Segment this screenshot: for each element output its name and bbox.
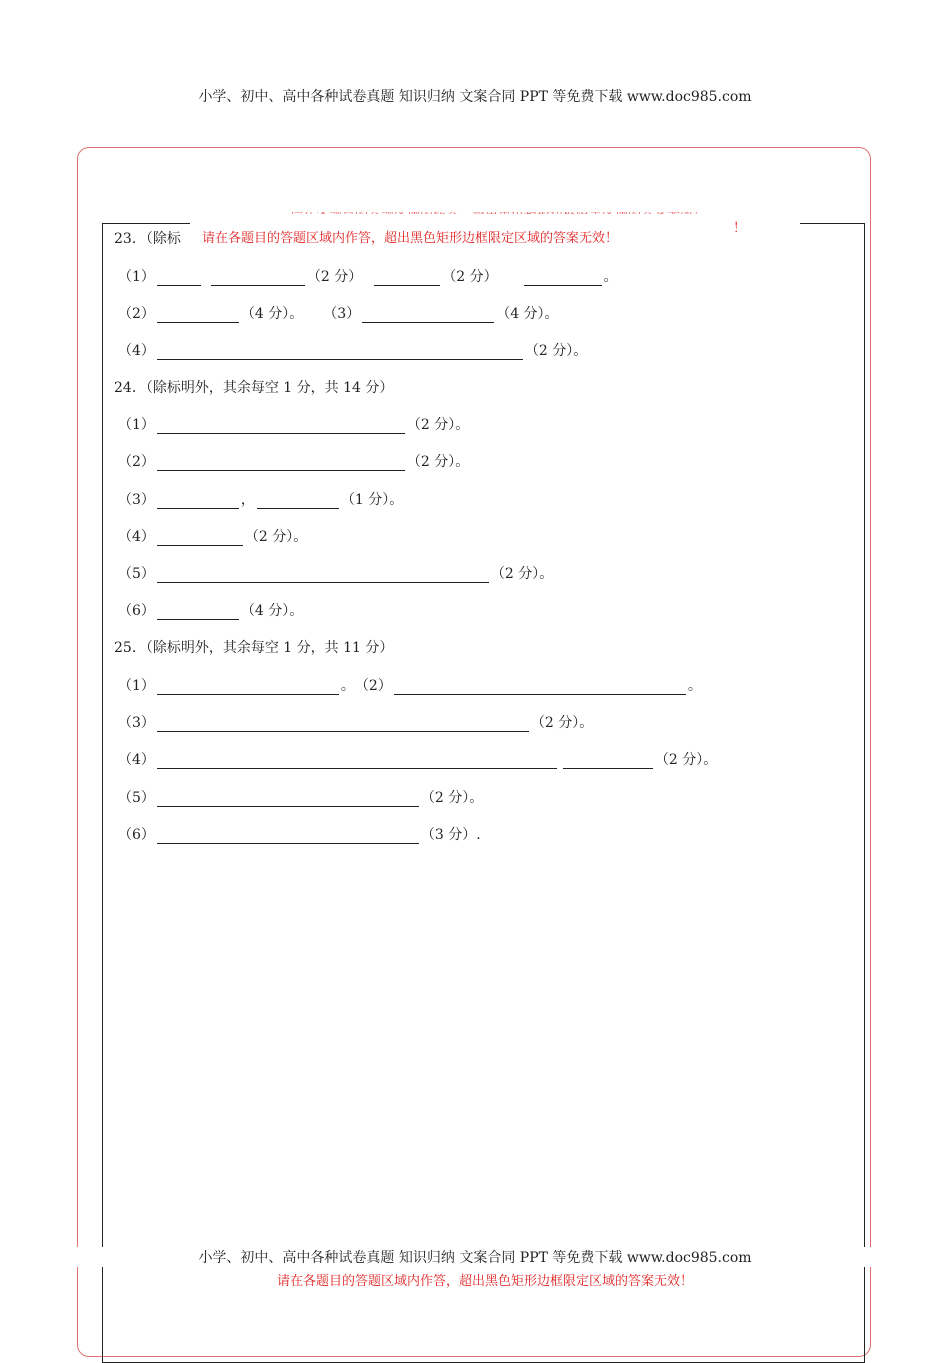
q25-p3-label: （3） <box>118 715 155 731</box>
q23-p1-score2: （2 分） <box>442 269 498 285</box>
q25-p6-label: （6） <box>118 827 155 843</box>
q24-p1-score: （2 分）。 <box>406 417 470 433</box>
q25-part6 <box>118 824 481 844</box>
q23-part4 <box>118 340 587 360</box>
q24-part5 <box>118 563 553 583</box>
q25-part4 <box>118 749 717 769</box>
q25-p4-blank-b[interactable] <box>563 754 653 769</box>
q25-p3-score: （2 分）。 <box>530 715 594 731</box>
q23-p3-label: （3） <box>323 306 361 322</box>
q25-part3 <box>118 712 593 732</box>
q25-part1-2 <box>118 675 702 695</box>
q25-p2-label: （2） <box>354 678 392 694</box>
q24-p5-label: （5） <box>118 566 155 582</box>
q24-p6-blank[interactable] <box>157 605 239 620</box>
q23-p4-blank[interactable] <box>157 345 523 360</box>
warning-top: 请在各题目的答题区域内作答，超出黑色矩形边框限定区域的答案无效！ <box>202 231 619 246</box>
q24-p1-label: （1） <box>118 417 155 433</box>
q23-p4-label: （4） <box>118 343 155 359</box>
q25-p3-blank-a[interactable] <box>157 717 449 732</box>
q25-p5-label: （5） <box>118 790 155 806</box>
q23-title <box>114 228 181 248</box>
q25-p1-end: 。 <box>340 678 355 694</box>
q25-p1-label: （1） <box>118 678 155 694</box>
page-footer: 小学、初中、高中各种试卷真题 知识归纳 文案合同 PPT 等免费下载 www.doc985.com <box>0 1247 950 1267</box>
q23-p1-blank-d[interactable] <box>524 271 602 286</box>
q24-p3-score: （1 分）。 <box>340 492 404 508</box>
q23-p3-score: （4 分）。 <box>496 306 559 322</box>
q24-part1 <box>118 414 469 434</box>
q24-title-text: 24．（除标明外，其余每空 1 分，共 14 分） <box>114 380 394 396</box>
q25-p5-score: （2 分）。 <box>420 790 484 806</box>
q24-part2 <box>118 451 469 471</box>
q25-title <box>114 637 393 657</box>
q23-title-text: 23．（除标 <box>114 231 181 247</box>
q24-p4-label: （4） <box>118 529 155 545</box>
warning-top-exclaim: ！ <box>733 221 747 236</box>
q25-p4-label: （4） <box>118 752 155 768</box>
q23-part1 <box>118 266 618 286</box>
q24-title <box>114 377 393 397</box>
q23-p1-label: （1） <box>118 269 155 285</box>
q23-p2-blank[interactable] <box>157 308 239 323</box>
q23-p1-blank-b[interactable] <box>211 271 305 286</box>
q24-p2-blank[interactable] <box>157 456 405 471</box>
q24-p3-blank-b[interactable] <box>257 494 339 509</box>
q24-p3-label: （3） <box>118 492 155 508</box>
q24-p5-score: （2 分）。 <box>490 566 554 582</box>
q25-p6-score: （3 分）. <box>420 827 481 843</box>
q24-p5-blank[interactable] <box>157 568 489 583</box>
q23-p1-blank-a[interactable] <box>157 271 201 286</box>
q25-part5 <box>118 787 483 807</box>
q23-p1-blank-c[interactable] <box>374 271 440 286</box>
q24-p4-score: （2 分）。 <box>244 529 308 545</box>
q24-part6 <box>118 600 303 620</box>
q25-p5-blank[interactable] <box>157 792 419 807</box>
q24-p3-blank-a[interactable] <box>157 494 239 509</box>
q23-p1-score1: （2 分） <box>306 269 363 285</box>
q25-p2-blank[interactable] <box>394 680 686 695</box>
q23-p4-score: （2 分）。 <box>524 343 588 359</box>
q24-p1-blank[interactable] <box>157 419 405 434</box>
q24-p6-label: （6） <box>118 603 155 619</box>
q25-title-text: 25．（除标明外，其余每空 1 分，共 11 分） <box>114 640 394 656</box>
warning-bottom: 请在各题目的答题区域内作答，超出黑色矩形边框限定区域的答案无效！ <box>277 1274 694 1289</box>
q24-part3 <box>118 489 403 509</box>
q25-p3-blank-b[interactable] <box>449 717 529 732</box>
q23-p2-score: （4 分）。 <box>240 306 304 322</box>
q24-p3-comma: ， <box>240 492 255 508</box>
q24-p4-blank[interactable] <box>157 531 243 546</box>
q25-p4-blank-a[interactable] <box>157 754 557 769</box>
q25-p2-end: 。 <box>687 678 702 694</box>
q23-p1-end: 。 <box>603 269 618 285</box>
q23-p3-blank[interactable] <box>362 308 494 323</box>
q23-p2-label: （2） <box>118 306 155 322</box>
q25-p1-blank[interactable] <box>157 680 339 695</box>
q23-part2-3 <box>118 303 559 323</box>
q24-p2-score: （2 分）。 <box>406 454 470 470</box>
q24-p2-label: （2） <box>118 454 155 470</box>
q24-p6-score: （4 分）。 <box>240 603 304 619</box>
page-header: 小学、初中、高中各种试卷真题 知识归纳 文案合同 PPT 等免费下载 www.doc985.com <box>198 89 752 105</box>
q25-p6-blank[interactable] <box>157 829 419 844</box>
q24-part4 <box>118 526 307 546</box>
q25-p4-score: （2 分）。 <box>654 752 718 768</box>
